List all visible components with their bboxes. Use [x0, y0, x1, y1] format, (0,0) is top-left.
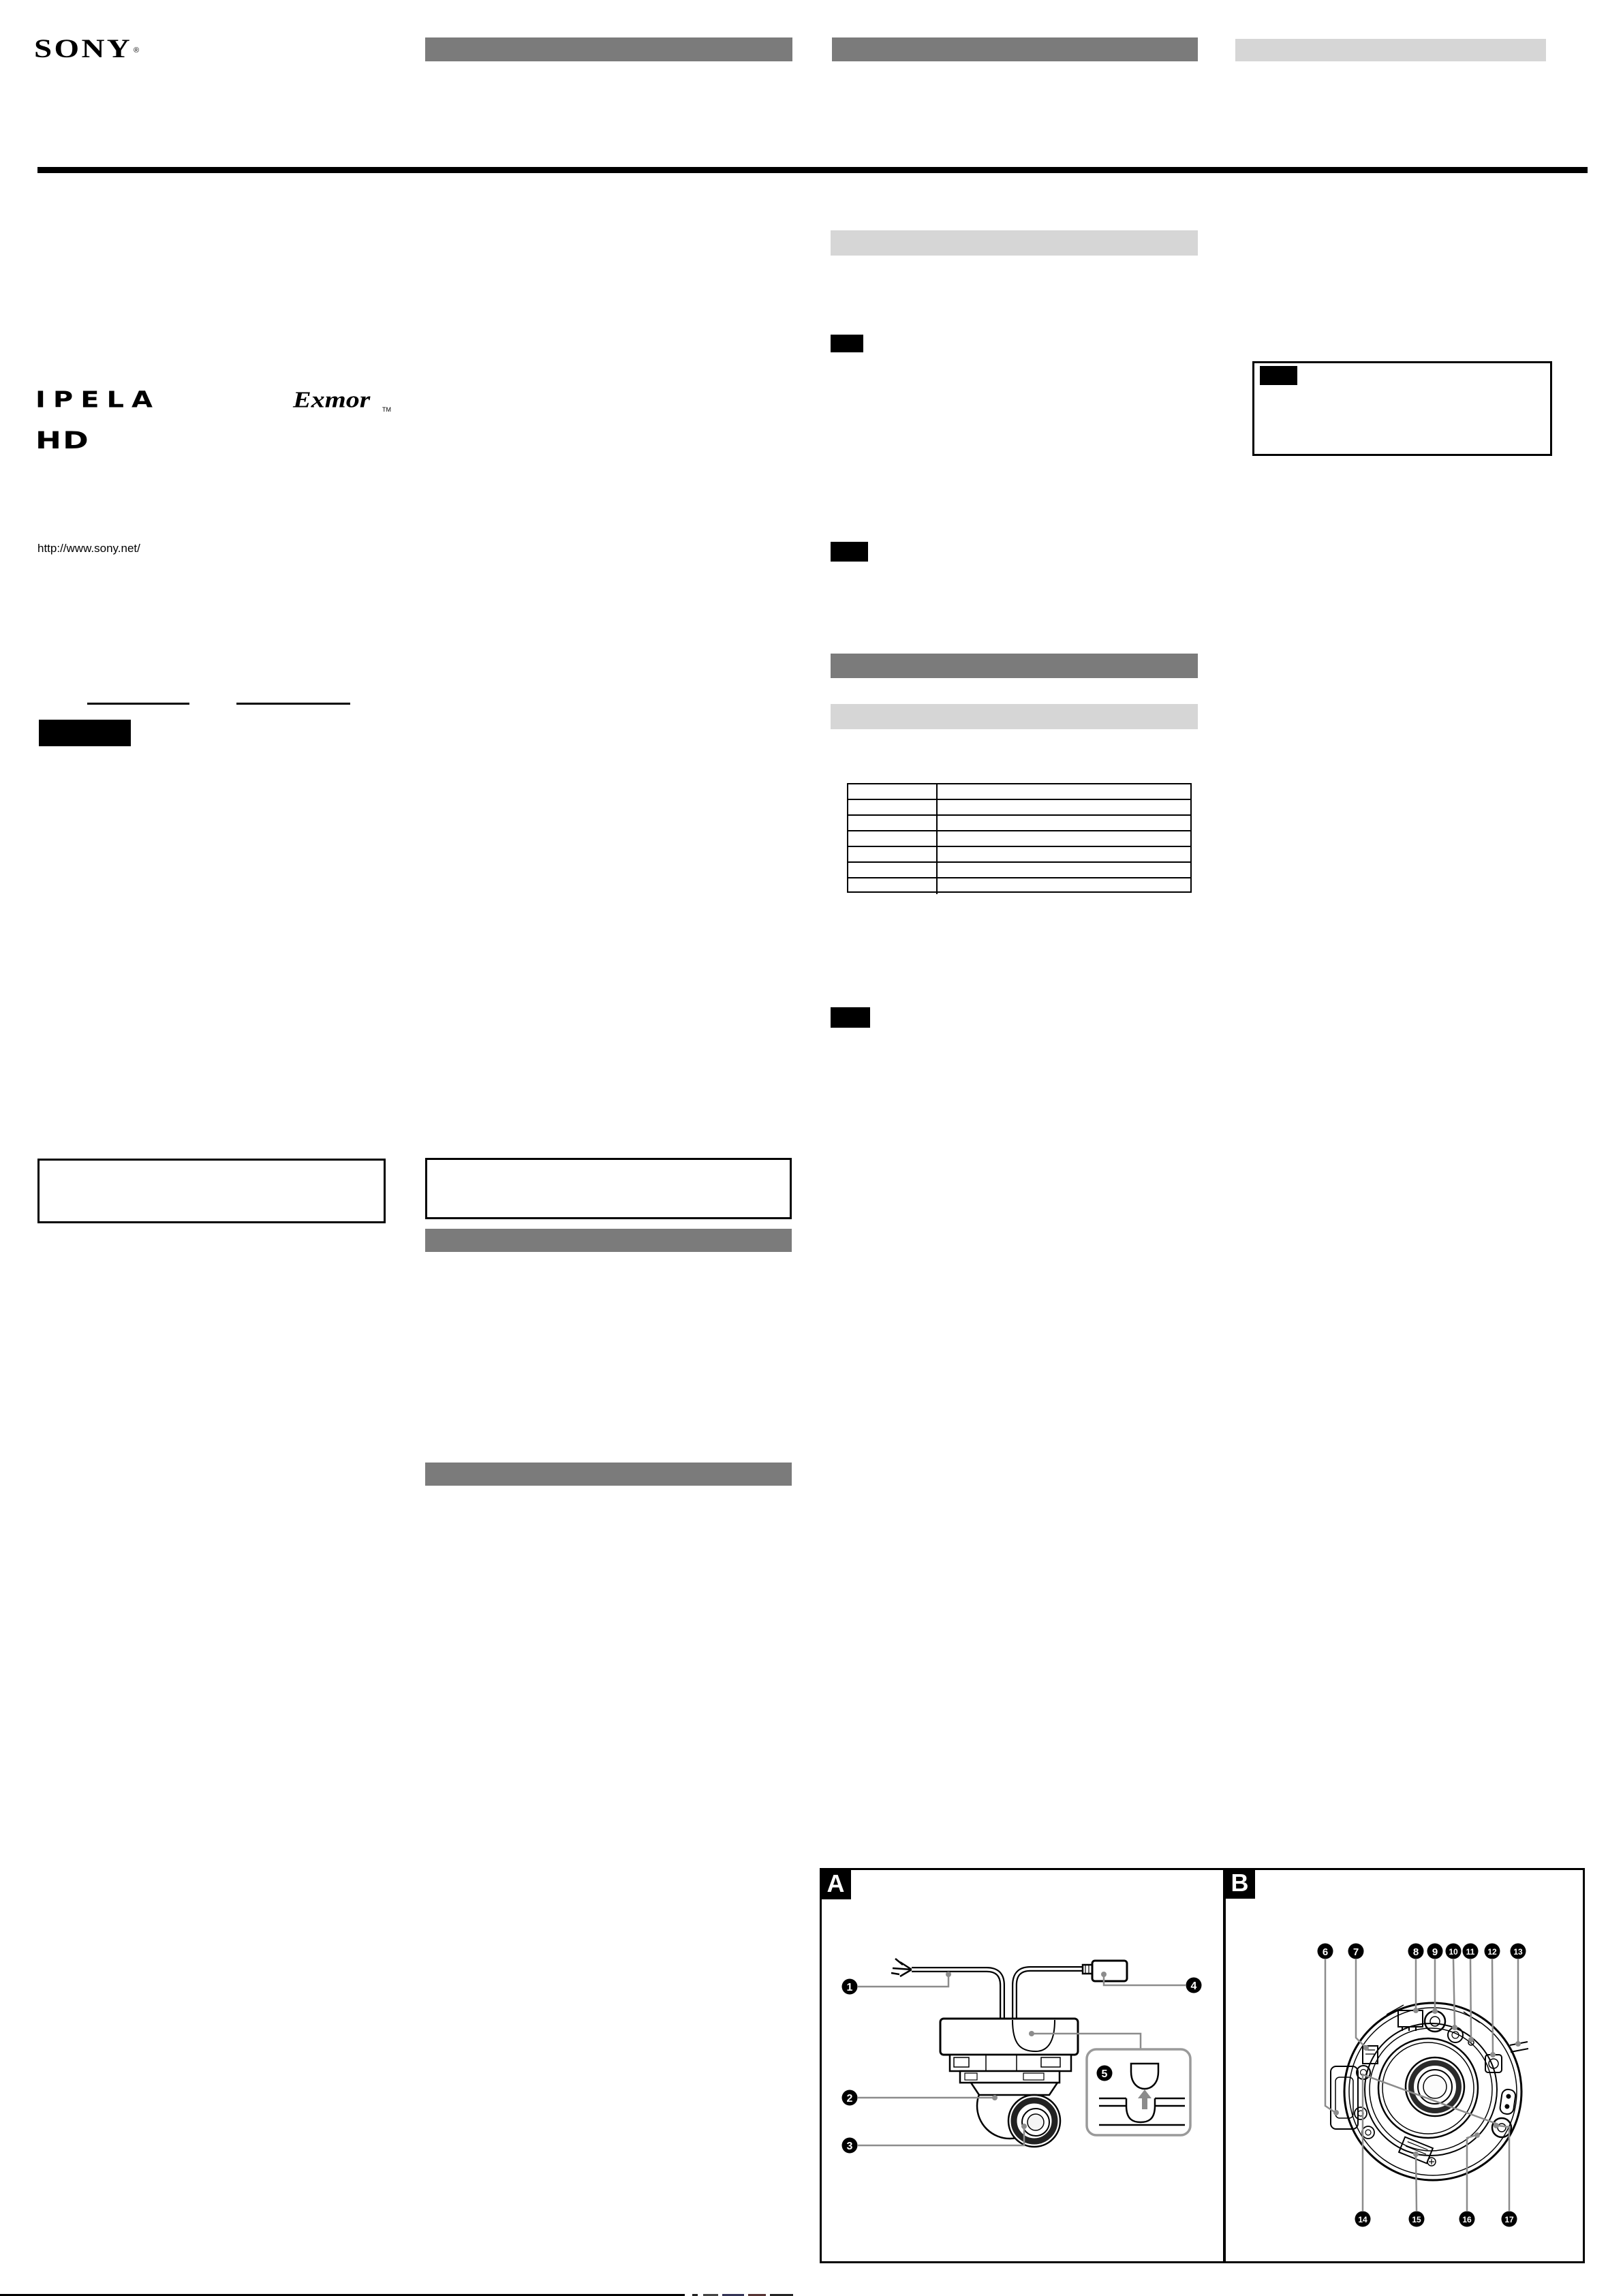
svg-text:15: 15 [1412, 2215, 1421, 2224]
diagrams-svg [820, 1868, 1585, 2263]
callout-7 [1348, 1944, 1364, 1959]
callout-17 [1502, 2211, 1517, 2227]
svg-text:14: 14 [1358, 2215, 1367, 2224]
sony-logo: SONY [34, 34, 133, 64]
table-row [848, 863, 1190, 878]
table-row [848, 847, 1190, 863]
column-divider [936, 878, 938, 894]
section-bar-col2-top [425, 37, 792, 61]
callout-1 [842, 1979, 858, 1995]
svg-text:3: 3 [846, 2141, 853, 2152]
registered-trademark-icon: ® [134, 46, 140, 55]
table-row [848, 784, 1190, 800]
section-bar-col2-low [425, 1463, 792, 1486]
section-bar-col3-top [832, 37, 1198, 61]
callout-5 [1097, 2066, 1113, 2081]
callout-2 [842, 2090, 858, 2106]
column-divider [936, 816, 938, 830]
callouts-b-top [1318, 1944, 1526, 1959]
svg-text:17: 17 [1504, 2215, 1514, 2224]
callout-13 [1511, 1944, 1526, 1959]
callout-6 [1318, 1944, 1333, 1959]
column-divider [936, 800, 938, 814]
callout-10 [1446, 1944, 1462, 1959]
notice-box-col1 [37, 1159, 386, 1223]
callout-15 [1409, 2211, 1425, 2227]
section-bar-col4-top [1235, 39, 1546, 61]
camera-bottom-view [1331, 2003, 1528, 2180]
specs-table [847, 783, 1192, 893]
underline-left [87, 703, 189, 705]
masthead-rule [37, 167, 1588, 173]
svg-text:8: 8 [1412, 1946, 1419, 1958]
hd-logo: HD [35, 427, 90, 455]
network-connector [1083, 1961, 1127, 1981]
note-badge-col3-3 [831, 1007, 870, 1028]
grommet-inset-box [1087, 2049, 1190, 2135]
diagram-b [1224, 1869, 1528, 2227]
camera-side-view [940, 2019, 1078, 2147]
table-row [848, 878, 1190, 894]
subsection-bar-col3-2 [831, 704, 1198, 729]
column-divider [936, 831, 938, 846]
diagram-a [820, 1869, 1202, 2154]
notice-box-col2 [425, 1158, 792, 1219]
callout-14 [1355, 2211, 1371, 2227]
svg-text:12: 12 [1487, 1947, 1497, 1957]
rubber-grommet [1131, 2064, 1158, 2089]
svg-text:6: 6 [1322, 1946, 1329, 1958]
diagram-b-label: B [1231, 1869, 1249, 1897]
subsection-bar-col3-1 [831, 230, 1198, 256]
table-row [848, 831, 1190, 847]
svg-text:5: 5 [1101, 2068, 1108, 2080]
callout-11 [1463, 1944, 1479, 1959]
callout-3 [842, 2138, 858, 2154]
svg-text:11: 11 [1466, 1947, 1475, 1957]
diagram-a-label: A [826, 1869, 845, 1897]
table-row [848, 816, 1190, 831]
warning-badge [39, 720, 131, 746]
sony-website-url: http://www.sony.net/ [37, 542, 140, 555]
caution-box-col4 [1252, 361, 1552, 456]
callout-8 [1408, 1944, 1424, 1959]
svg-text:16: 16 [1462, 2215, 1472, 2224]
callout-12 [1485, 1944, 1500, 1959]
callout-4 [1186, 1978, 1202, 1993]
underline-right [236, 703, 350, 705]
exmor-logo: Exmor [293, 386, 371, 413]
callouts-b-bottom [1355, 2211, 1517, 2227]
svg-text:4: 4 [1190, 1980, 1197, 1992]
section-bar-col3-mid [831, 654, 1198, 678]
svg-text:9: 9 [1432, 1946, 1438, 1958]
svg-text:13: 13 [1513, 1947, 1523, 1957]
column-divider [936, 784, 938, 799]
camera-cables [891, 1959, 1083, 2020]
svg-text:7: 7 [1352, 1946, 1359, 1958]
table-row [848, 800, 1190, 816]
callout-9 [1427, 1944, 1443, 1959]
camera-lens-barrel [1008, 2095, 1060, 2147]
section-bar-col2-mid [425, 1229, 792, 1252]
callout-16 [1459, 2211, 1475, 2227]
mounting-plate [940, 2019, 1078, 2055]
note-badge-col3-1 [831, 335, 863, 352]
caution-badge-col4 [1260, 366, 1297, 385]
lens-assembly [1406, 2057, 1464, 2116]
exmor-tm-mark: TM [382, 406, 391, 413]
ipela-logo: IPELA [35, 387, 160, 413]
note-badge-col3-2 [831, 542, 868, 562]
svg-text:10: 10 [1449, 1947, 1458, 1957]
column-divider [936, 847, 938, 861]
svg-text:2: 2 [846, 2093, 853, 2104]
svg-text:1: 1 [846, 1982, 853, 1993]
column-divider [936, 863, 938, 877]
